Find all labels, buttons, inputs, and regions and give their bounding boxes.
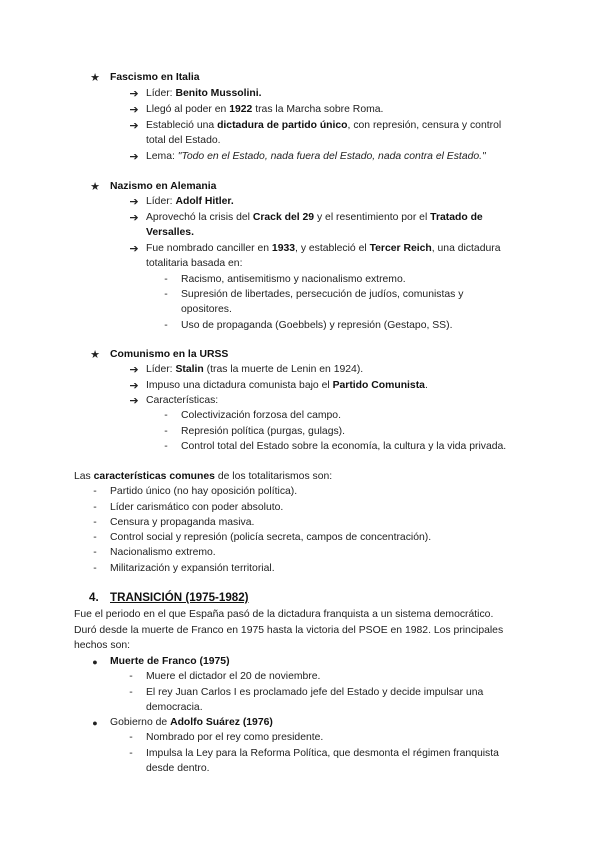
- star-icon: ★: [90, 349, 100, 361]
- section-title-italia: Fascismo en Italia: [110, 72, 200, 83]
- comunes-item: Partido único (no hay oposición política).: [110, 486, 298, 497]
- suarez-item: Nombrado por el rey como presidente.: [146, 732, 324, 743]
- comunes-item: Militarización y expansión territorial.: [110, 563, 275, 574]
- transicion-paragraph-line: Duró desde la muerte de Franco en 1975 hasta la victoria del PSOE en 1982. Los principales: [74, 625, 504, 636]
- arrow-icon: ➔: [129, 395, 139, 407]
- italia-item-cont: total del Estado.: [146, 135, 221, 146]
- alemania-subitem: Uso de propaganda (Goebbels) y represión (Gestapo, SS).: [181, 320, 453, 331]
- dash-marker: -: [164, 441, 168, 452]
- arrow-icon: ➔: [129, 364, 139, 376]
- dash-marker: -: [93, 547, 97, 558]
- urss-subitem: Control total del Estado sobre la economía, la cultura y la vida privada.: [181, 441, 507, 452]
- section-title-urss: Comunismo en la URSS: [110, 349, 229, 360]
- urss-subitem: Represión política (purgas, gulags).: [181, 426, 346, 437]
- dash-marker: -: [93, 532, 97, 543]
- dash-marker: -: [93, 563, 97, 574]
- italia-item: Llegó al poder en 1922 tras la Marcha sobre Roma.: [146, 104, 384, 115]
- suarez-item-cont: desde dentro.: [146, 763, 210, 774]
- arrow-icon: ➔: [129, 243, 139, 255]
- dash-marker: -: [93, 517, 97, 528]
- dash-marker: -: [164, 289, 168, 300]
- italia-item: Líder: Benito Mussolini.: [146, 88, 262, 99]
- comunes-intro: Las características comunes de los totalitarismos son:: [74, 471, 333, 482]
- alemania-subitem-cont: opositores.: [181, 304, 232, 315]
- alemania-item-cont: totalitaria basada en:: [146, 258, 243, 269]
- dash-marker: -: [164, 320, 168, 331]
- urss-item: Líder: Stalin (tras la muerte de Lenin en 1924).: [146, 364, 364, 375]
- franco-item: El rey Juan Carlos I es proclamado jefe del Estado y decide impulsar una: [146, 687, 484, 698]
- section-heading-transicion: TRANSICIÓN (1975-1982): [110, 591, 249, 604]
- star-icon: ★: [90, 181, 100, 193]
- alemania-item: Fue nombrado canciller en 1933, y estableció el Tercer Reich, una dictadura: [146, 243, 501, 254]
- urss-subitem: Colectivización forzosa del campo.: [181, 410, 341, 421]
- dash-marker: -: [129, 732, 133, 743]
- transicion-paragraph-line: Fue el periodo en el que España pasó de la dictadura franquista a un sistema democrático.: [74, 609, 494, 620]
- italia-item: Estableció una dictadura de partido único, con represión, censura y control: [146, 120, 502, 131]
- transicion-paragraph-line: hechos son:: [74, 640, 131, 651]
- comunes-item: Nacionalismo extremo.: [110, 547, 216, 558]
- star-icon: ★: [90, 72, 100, 84]
- franco-item-cont: democracia.: [146, 702, 203, 713]
- section-number: 4.: [89, 591, 99, 604]
- alemania-item: Aprovechó la crisis del Crack del 29 y el resentimiento por el Tratado de: [146, 212, 483, 223]
- alemania-item-cont: Versalles.: [146, 227, 194, 238]
- alemania-subitem: Racismo, antisemitismo y nacionalismo extremo.: [181, 274, 406, 285]
- franco-title: Muerte de Franco (1975): [110, 656, 230, 667]
- suarez-title: Gobierno de Adolfo Suárez (1976): [110, 717, 273, 728]
- arrow-icon: ➔: [129, 380, 139, 392]
- arrow-icon: ➔: [129, 88, 139, 100]
- dash-marker: -: [164, 274, 168, 285]
- bullet-icon: ●: [92, 718, 98, 728]
- dash-marker: -: [129, 687, 133, 698]
- alemania-subitem: Supresión de libertades, persecución de judíos, comunistas y: [181, 289, 464, 300]
- suarez-item: Impulsa la Ley para la Reforma Política, que desmonta el régimen franquista: [146, 748, 499, 759]
- arrow-icon: ➔: [129, 151, 139, 163]
- italia-item: Lema: "Todo en el Estado, nada fuera del Estado, nada contra el Estado.": [146, 151, 486, 162]
- arrow-icon: ➔: [129, 196, 139, 208]
- dash-marker: -: [164, 410, 168, 421]
- bullet-icon: ●: [92, 657, 98, 667]
- arrow-icon: ➔: [129, 212, 139, 224]
- urss-item: Características:: [146, 395, 219, 406]
- dash-marker: -: [93, 502, 97, 513]
- comunes-item: Control social y represión (policía secreta, campos de concentración).: [110, 532, 432, 543]
- section-title-alemania: Nazismo en Alemania: [110, 181, 217, 192]
- urss-item: Impuso una dictadura comunista bajo el Partido Comunista.: [146, 380, 428, 391]
- dash-marker: -: [93, 486, 97, 497]
- dash-marker: -: [129, 748, 133, 759]
- franco-item: Muere el dictador el 20 de noviembre.: [146, 671, 321, 682]
- arrow-icon: ➔: [129, 120, 139, 132]
- comunes-item: Líder carismático con poder absoluto.: [110, 502, 284, 513]
- arrow-icon: ➔: [129, 104, 139, 116]
- dash-marker: -: [129, 671, 133, 682]
- alemania-item: Líder: Adolf Hitler.: [146, 196, 234, 207]
- comunes-item: Censura y propaganda masiva.: [110, 517, 255, 528]
- dash-marker: -: [164, 426, 168, 437]
